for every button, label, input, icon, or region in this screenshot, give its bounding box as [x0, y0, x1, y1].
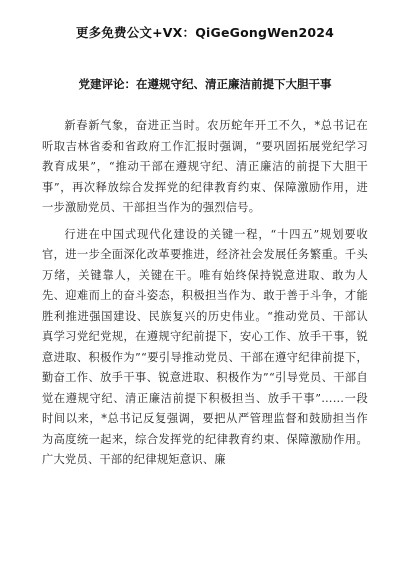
promo-banner: 更多免费公文+VX：QiGeGongWen2024 — [75, 25, 335, 40]
article-title: 党建评论：在遵规守纪、清正廉洁前提下大胆干事 — [78, 77, 332, 91]
paragraph-1: 新春新气象，奋进正当时。农历蛇年开工不久，*总书记在听取吉林省委和省政府工作汇报时强调，“要巩固拓展党纪学习教育成果”，“推动干部在遵规守纪、清正廉洁的前提下大胆干事”，再次释放综合发挥党的纪律教育约束、保障激励作用，进一步激励党员、干部担当作为的强烈信号。 — [42, 119, 368, 214]
paragraph-2: 行进在中国式现代化建设的关键一程，“十四五”规划要收官，进一步全面深化改革要推进，经济社会发展任务繁重。千头万绪，关键靠人，关键在干。唯有始终保持锐意进取、敢为人先、迎难而上的奋斗姿态，积极担当作为、敢于善于斗争，才能胜利推进强国建设、民族复兴的历史伟业。“推动党员、干部认真学习党纪党规，在遵规守纪前提下，安心工作、放手干事，锐意进取、积极作为”“要引导推动党员、干部在遵守纪律前提下，勤奋工作、放手干事、锐意进取、积极作为”“引导党员、干部自觉在遵规守纪、清正廉洁前提下积极担当、放手干事”……一段时间以来，*总书记反复强调，要把从严管理监督和鼓励担当作为高度统一起来，综合发挥党的纪律教育约束、保障激励作用。广大党员、干部的纪律规矩意识、廉 — [42, 227, 368, 466]
article-body — [42, 116, 368, 471]
